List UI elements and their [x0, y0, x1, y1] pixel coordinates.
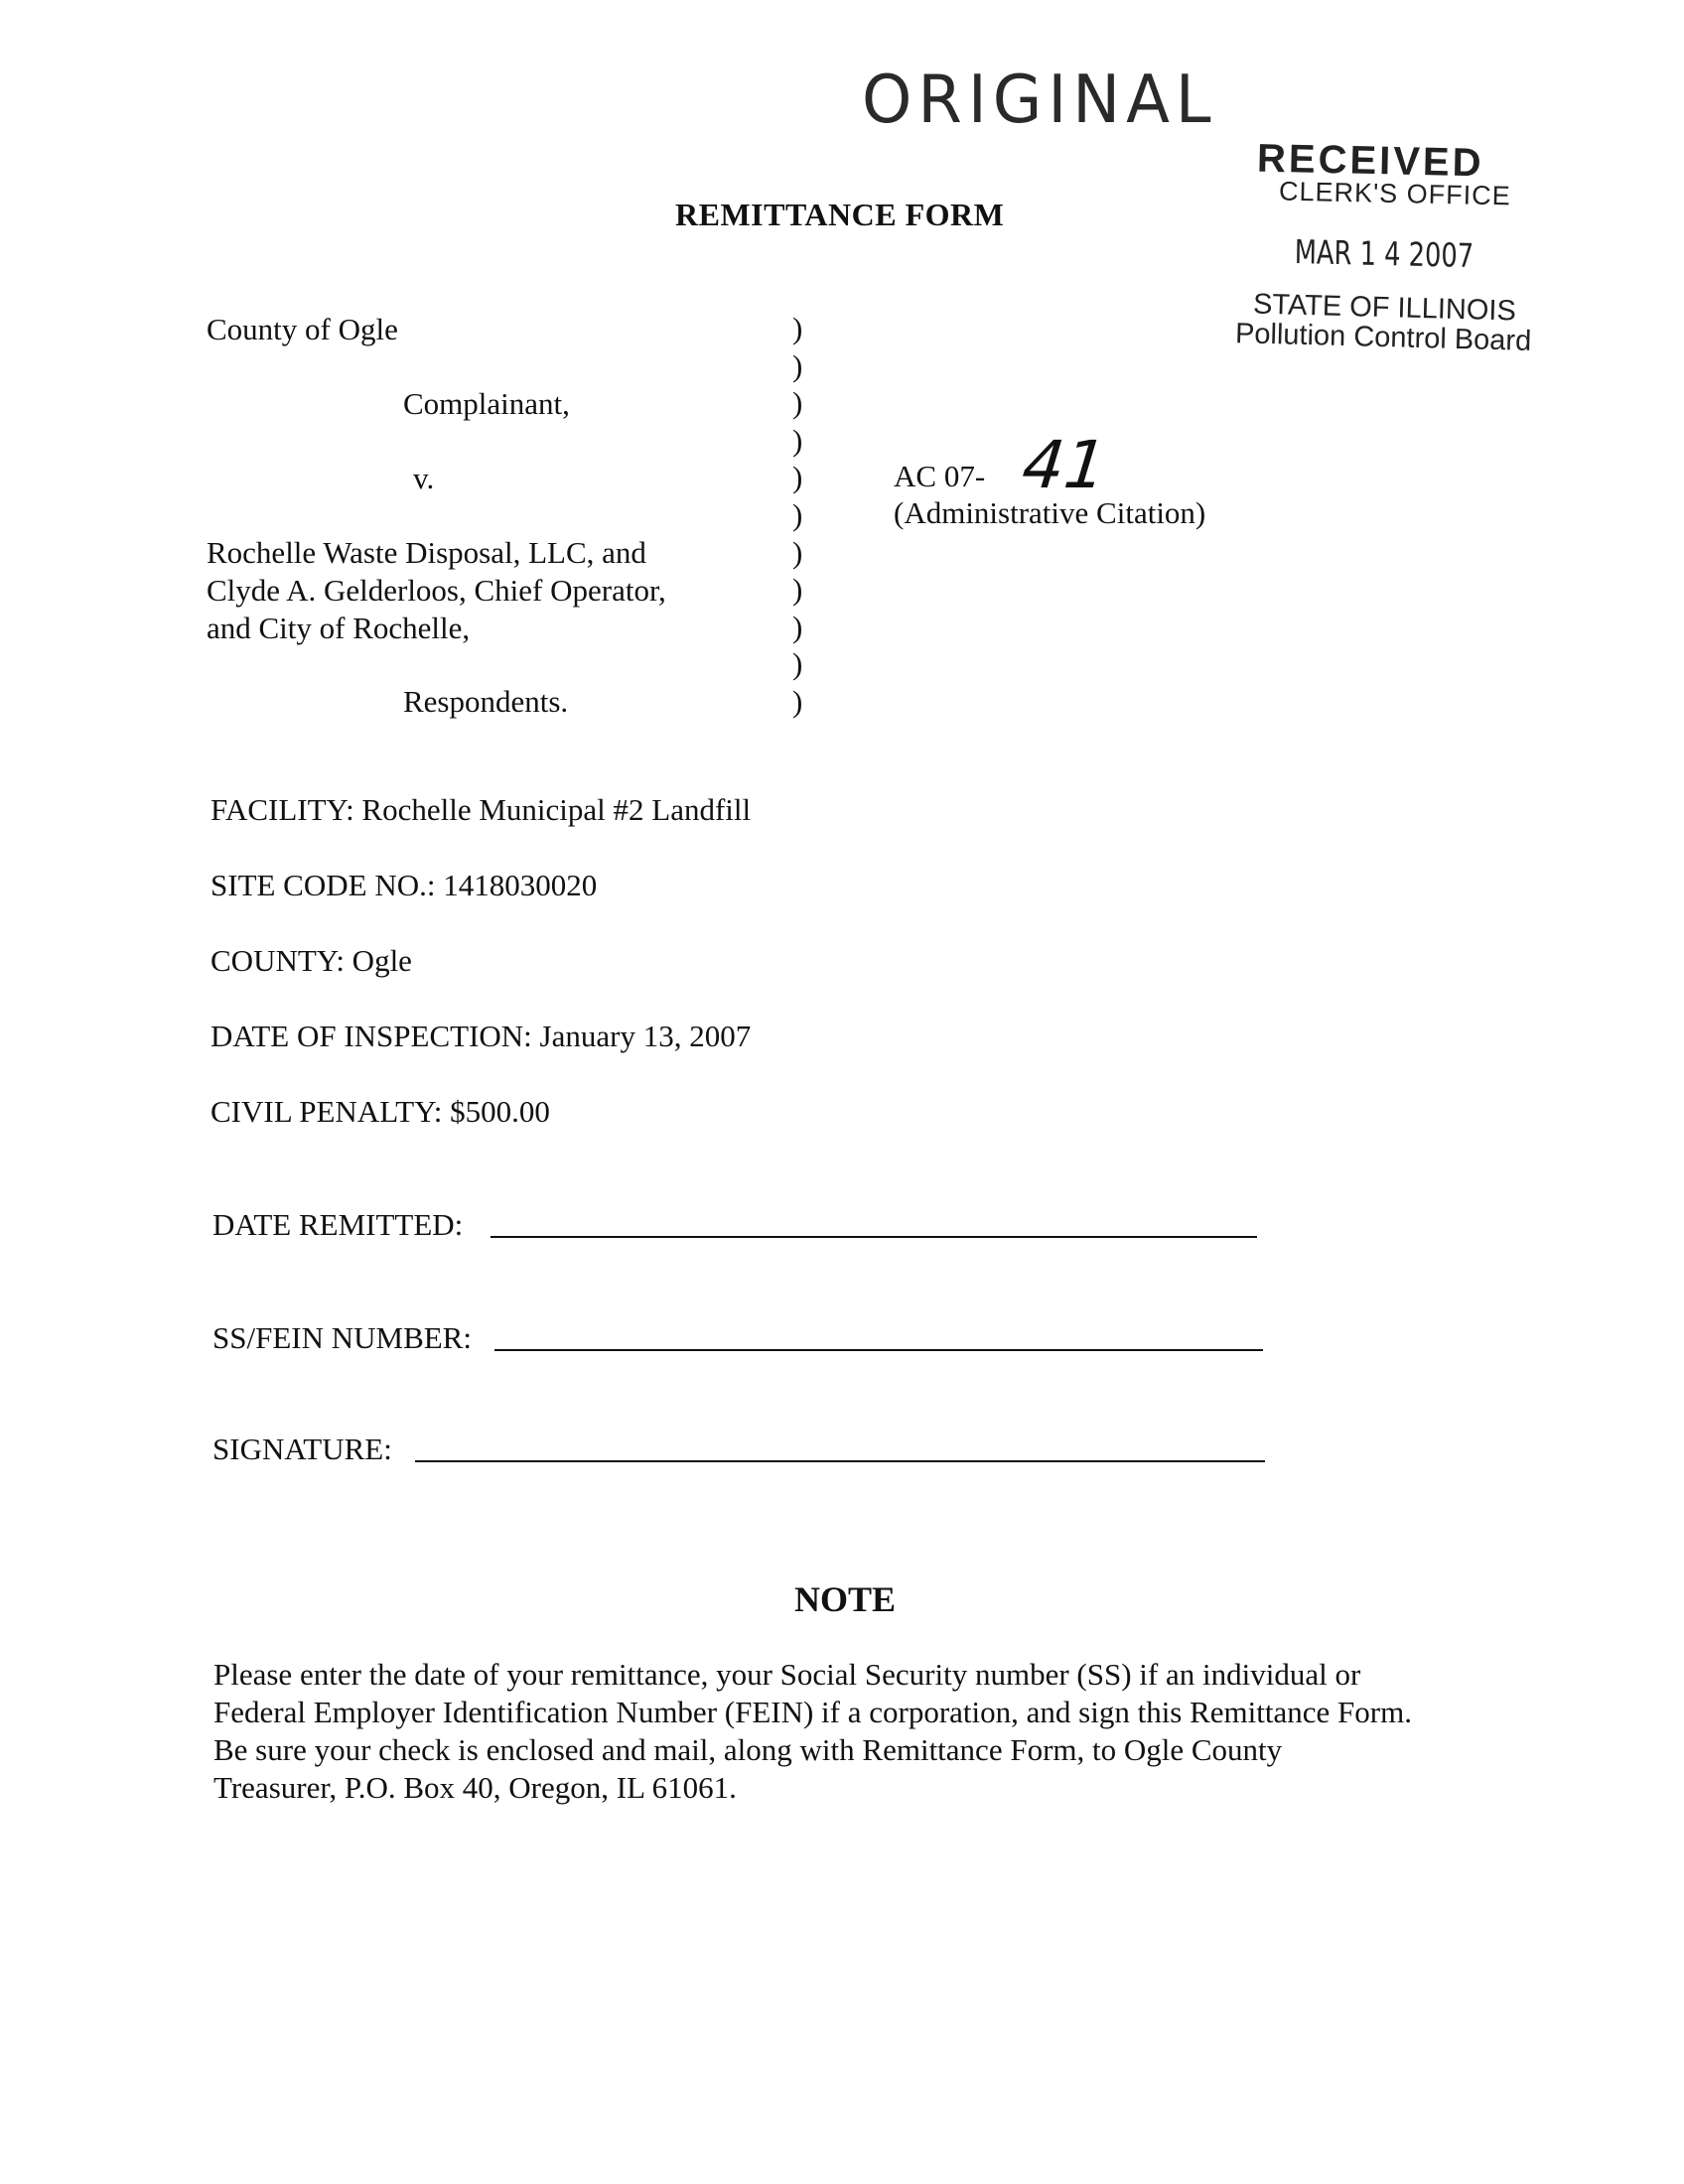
versus-label: v.: [413, 461, 435, 495]
caption-parentheses: [792, 310, 802, 721]
caption-paren: ): [792, 609, 803, 644]
original-stamp: ORIGINAL: [862, 62, 1217, 139]
received-stamp-title: RECEIVED: [1256, 136, 1484, 186]
caption-paren: ): [792, 385, 803, 421]
ss-fein-label: SS/FEIN NUMBER:: [212, 1320, 472, 1355]
site-code-line: SITE CODE NO.: 1418030020: [210, 868, 598, 902]
caption-paren: ): [792, 460, 803, 495]
note-line: Please enter the date of your remittance, your Social Security number (SS) if an individual or: [213, 1657, 1361, 1692]
respondents-role: Respondents.: [403, 684, 569, 719]
date-remitted-field[interactable]: [491, 1236, 1257, 1238]
caption-paren: ): [792, 572, 803, 608]
received-stamp-date: MAR 1 4 2007: [1294, 232, 1474, 276]
civil-penalty-line: CIVIL PENALTY: $500.00: [210, 1094, 550, 1129]
caption-paren: ): [792, 347, 803, 383]
facility-line: FACILITY: Rochelle Municipal #2 Landfill: [210, 792, 752, 827]
case-number-prefix: AC 07-: [894, 459, 986, 493]
respondent-line-3: and City of Rochelle,: [207, 611, 471, 645]
received-stamp-board: Pollution Control Board: [1234, 318, 1532, 357]
received-stamp-state: STATE OF ILLINOIS: [1252, 288, 1517, 328]
ss-fein-field[interactable]: [494, 1349, 1263, 1351]
complainant-role: Complainant,: [403, 386, 570, 421]
caption-paren: ): [792, 311, 803, 345]
caption-paren: ): [792, 422, 803, 458]
caption-paren: ): [792, 534, 803, 570]
signature-field[interactable]: [415, 1460, 1265, 1462]
respondent-line-2: Clyde A. Gelderloos, Chief Operator,: [207, 573, 666, 608]
note-line: Treasurer, P.O. Box 40, Oregon, IL 61061.: [213, 1770, 737, 1805]
note-body: [213, 1656, 1412, 1807]
case-type: (Administrative Citation): [894, 495, 1206, 530]
note-title: NOTE: [794, 1579, 897, 1619]
date-remitted-label: DATE REMITTED:: [212, 1207, 464, 1242]
caption-paren: ): [792, 646, 803, 682]
note-line: Be sure your check is enclosed and mail, along with Remittance Form, to Ogle County: [213, 1732, 1283, 1767]
form-title: REMITTANCE FORM: [675, 197, 1005, 232]
received-stamp-office: CLERK'S OFFICE: [1278, 176, 1512, 211]
caption-paren: ): [792, 496, 803, 532]
note-line: Federal Employer Identification Number (FEIN) if a corporation, and sign this Remittance Form.: [213, 1695, 1412, 1729]
signature-label: SIGNATURE:: [212, 1432, 392, 1466]
case-number-handwritten: 41: [1018, 427, 1111, 503]
inspection-date-line: DATE OF INSPECTION: January 13, 2007: [210, 1019, 752, 1053]
county-line: COUNTY: Ogle: [210, 943, 412, 978]
respondent-line-1: Rochelle Waste Disposal, LLC, and: [207, 535, 646, 570]
caption-paren: ): [792, 683, 803, 719]
complainant-name: County of Ogle: [207, 312, 398, 346]
